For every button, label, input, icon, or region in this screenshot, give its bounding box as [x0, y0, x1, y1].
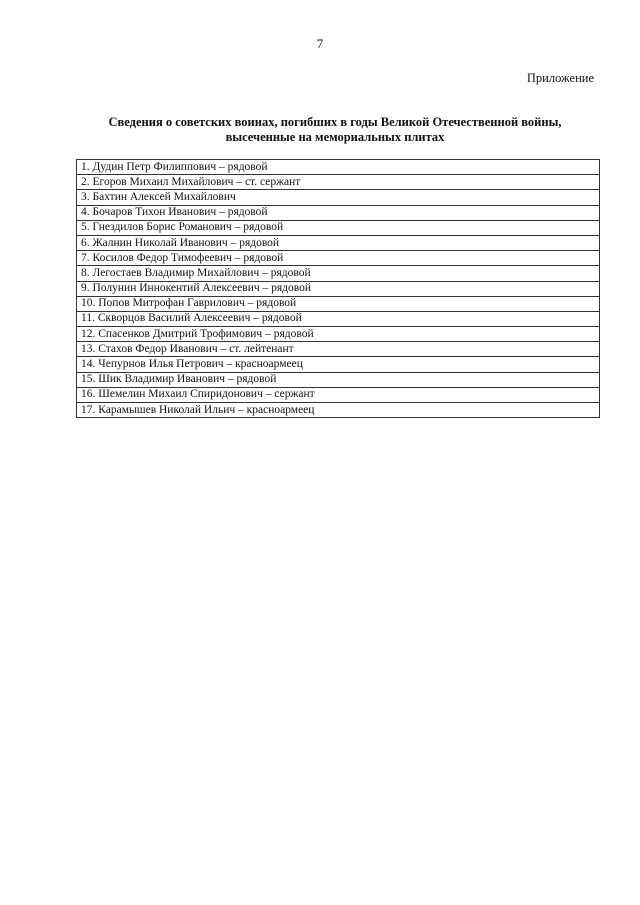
table-cell: 8. Легостаев Владимир Михайлович – рядовой — [77, 266, 600, 281]
table-row — [77, 251, 600, 266]
page-number: 7 — [316, 36, 324, 51]
table-cell: 3. Бахтин Алексей Михайлович — [77, 190, 600, 205]
table-cell: 4. Бочаров Тихон Иванович – рядовой — [77, 205, 600, 220]
table-cell: 13. Стахов Федор Иванович – ст. лейтенант — [77, 342, 600, 357]
table-row — [77, 372, 600, 387]
table-row — [77, 296, 600, 311]
table-cell: 14. Чепурнов Илья Петрович – красноармеец — [77, 357, 600, 372]
table-row — [77, 342, 600, 357]
table-row — [77, 205, 600, 220]
table-cell: 17. Карамышев Николай Ильич – красноармеец — [77, 403, 600, 418]
appendix-label: Приложение — [526, 71, 594, 85]
table-cell: 11. Скворцов Василий Алексеевич – рядовой — [77, 311, 600, 326]
table-row — [77, 190, 600, 205]
table-row — [77, 235, 600, 250]
table-row — [77, 266, 600, 281]
table-cell: 15. Шик Владимир Иванович – рядовой — [77, 372, 600, 387]
document-title — [70, 115, 600, 145]
table-cell: 5. Гнездилов Борис Романович – рядовой — [77, 220, 600, 235]
document-title-line-2: высеченные на мемориальных плитах — [225, 130, 445, 144]
memorial-names-table — [76, 159, 600, 418]
table-cell: 7. Косилов Федор Тимофеевич – рядовой — [77, 251, 600, 266]
table-row — [77, 160, 600, 175]
table-cell: 2. Егоров Михаил Михайлович – ст. сержант — [77, 175, 600, 190]
table-row — [77, 281, 600, 296]
table-cell: 12. Спасенков Дмитрий Трофимович – рядовой — [77, 327, 600, 342]
table-row — [77, 311, 600, 326]
table-cell: 9. Полунин Иннокентий Алексеевич – рядовой — [77, 281, 600, 296]
table-cell: 16. Шемелин Михаил Спиридонович – сержант — [77, 387, 600, 402]
document-title-line-1: Сведения о советских воинах, погибших в годы Великой Отечественной войны, — [108, 115, 562, 129]
table-cell: 6. Жалнин Николай Иванович – рядовой — [77, 235, 600, 250]
table-row — [77, 387, 600, 402]
table-row — [77, 220, 600, 235]
table-cell: 1. Дудин Петр Филиппович – рядовой — [77, 160, 600, 175]
table-cell: 10. Попов Митрофан Гаврилович – рядовой — [77, 296, 600, 311]
table-row — [77, 403, 600, 418]
table-row — [77, 327, 600, 342]
table-row — [77, 175, 600, 190]
table-row — [77, 357, 600, 372]
